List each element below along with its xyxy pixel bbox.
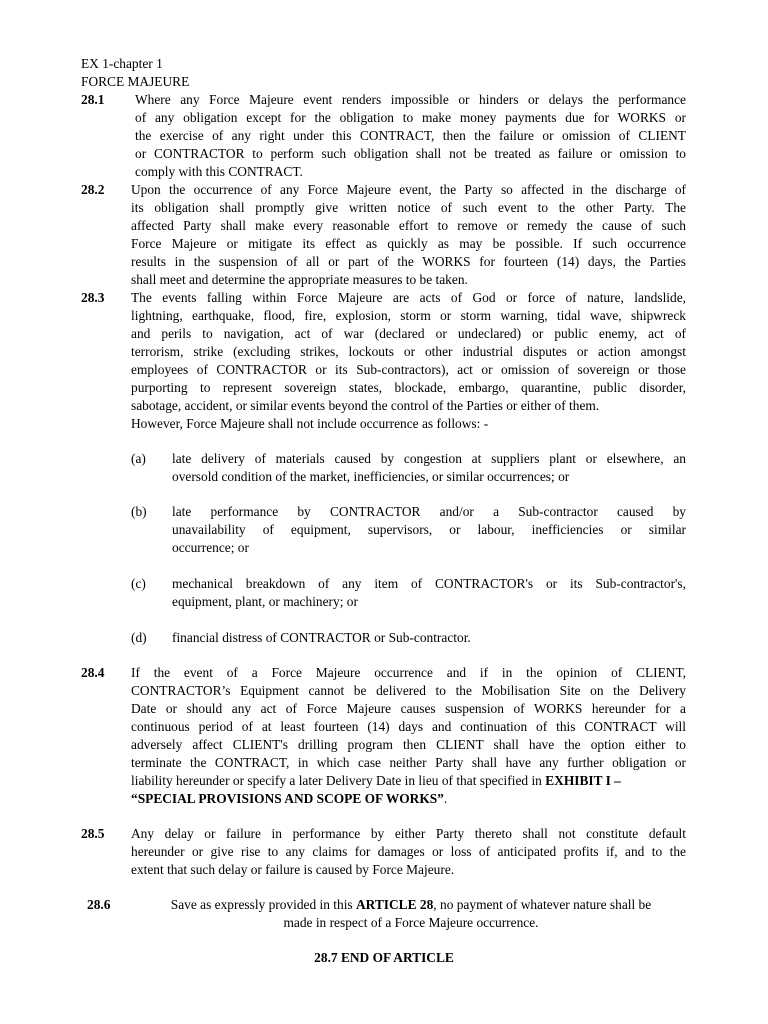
clause-line: Upon the occurrence of any Force Majeure event, the Party so affected in the discharge of — [131, 182, 686, 197]
clause-line: its obligation shall promptly give written notice of such event to the other Party. The — [131, 200, 686, 215]
article-reference: ARTICLE 28 — [356, 897, 434, 912]
item-d-text — [172, 629, 686, 647]
clause-line: affected Party shall make every reasonable effort to remove or remedy the cause of such — [131, 218, 686, 233]
clause-line: results in the suspension of all or part of the WORKS for fourteen (14) days, the Parties — [131, 254, 686, 269]
clause-line: hereunder or give rise to any claims for damages or loss of anticipated profits if, and to the — [131, 844, 686, 859]
clause-number-28-1: 28.1 — [81, 92, 105, 107]
clause-line: Date or should any act of Force Majeure causes suspension of WORKS hereunder for a — [131, 701, 686, 716]
clause-number-28-2: 28.2 — [81, 182, 105, 197]
clause-line: CONTRACTOR’s Equipment cannot be delivered to the Mobilisation Site on the Delivery — [131, 683, 686, 698]
clause-number-28-5: 28.5 — [81, 826, 105, 841]
clause-number-28-3: 28.3 — [81, 290, 105, 305]
exhibit-reference: EXHIBIT I – — [545, 773, 621, 788]
item-line: unavailability of equipment, supervisors, or labour, inefficiencies or similar — [172, 522, 686, 537]
clause-line: purporting to represent sovereign states, blockade, embargo, quarantine, public disorder, — [131, 380, 686, 395]
clause-line: or CONTRACTOR to perform such obligation shall not be treated as failure or omission to — [135, 146, 686, 161]
clause-28-5-text — [131, 825, 686, 879]
clause-line: the exercise of any right under this CONTRACT, then the failure or omission of CLIENT — [135, 128, 686, 143]
article-title: FORCE MAJEURE — [81, 74, 190, 89]
header-reference: EX 1-chapter 1 — [81, 56, 163, 71]
clause-line: sabotage, accident, or similar events beyond the control of the Parties or either of them. — [131, 398, 600, 413]
item-line: late performance by CONTRACTOR and/or a Sub-contractor caused by — [172, 504, 686, 519]
item-a-text — [172, 450, 686, 486]
clause-line: lightning, earthquake, flood, fire, explosion, storm or storm warning, tidal wave, shipwreck — [131, 308, 686, 323]
item-b-text — [172, 503, 686, 557]
item-c-text — [172, 575, 686, 611]
clause-line: comply with this CONTRACT. — [135, 164, 303, 179]
item-label-c: (c) — [131, 576, 146, 591]
clause-text: . — [443, 791, 448, 806]
clause-line: However, Force Majeure shall not include occurrence as follows: - — [131, 416, 489, 431]
clause-number-28-6: 28.6 — [87, 897, 111, 912]
clause-line: of any obligation except for the obligation to make money payments due for WORKS or — [135, 110, 686, 125]
clause-number-28-4: 28.4 — [81, 665, 105, 680]
end-of-article: 28.7 END OF ARTICLE — [314, 950, 454, 965]
clause-line: The events falling within Force Majeure are acts of God or force of nature, landslide, — [131, 290, 686, 305]
clause-28-3-text — [131, 289, 686, 433]
clause-line: made in respect of a Force Majeure occurrence. — [283, 915, 539, 930]
clause-line: extent that such delay or failure is caused by Force Majeure. — [131, 862, 455, 877]
clause-line: Where any Force Majeure event renders impossible or hinders or delays the performance — [135, 92, 686, 107]
item-line: equipment, plant, or machinery; or — [172, 594, 358, 609]
clause-line: terminate the CONTRACT, in which case neither Party shall have any further obligation or — [131, 755, 686, 770]
clause-28-4-text — [131, 664, 686, 808]
clause-line: adversely affect CLIENT's drilling program then CLIENT shall have the option either to — [131, 737, 686, 752]
clause-line: and perils to navigation, act of war (declared or undeclared) or public enemy, act of — [131, 326, 686, 341]
item-line: occurrence; or — [172, 540, 249, 555]
item-label-b: (b) — [131, 504, 147, 519]
clause-line: shall meet and determine the appropriate measures to be taken. — [131, 272, 468, 287]
clause-text: Save as expressly provided in this — [170, 897, 356, 912]
item-label-d: (d) — [131, 630, 147, 645]
clause-text: liability hereunder or specify a later Delivery Date in lieu of that specified in — [131, 773, 546, 788]
exhibit-title: “SPECIAL PROVISIONS AND SCOPE OF WORKS” — [131, 791, 444, 806]
clause-line: Any delay or failure in performance by either Party thereto shall not constitute default — [131, 826, 686, 841]
document-header — [81, 55, 189, 91]
clause-text: , no payment of whatever nature shall be — [433, 897, 652, 912]
clause-line: terrorism, strike (excluding strikes, lockouts or other industrial disputes or action amongst — [131, 344, 686, 359]
item-line: financial distress of CONTRACTOR or Sub-contractor. — [172, 630, 471, 645]
clause-line: If the event of a Force Majeure occurrence and if in the opinion of CLIENT, — [131, 665, 686, 680]
item-line: oversold condition of the market, inefficiencies, or similar occurrences; or — [172, 469, 570, 484]
clause-28-1-text — [135, 91, 686, 181]
item-label-a: (a) — [131, 451, 146, 466]
clause-line — [131, 772, 686, 790]
clause-line — [131, 790, 686, 808]
item-line: mechanical breakdown of any item of CONTRACTOR's or its Sub-contractor's, — [172, 576, 686, 591]
item-line: late delivery of materials caused by congestion at suppliers plant or elsewhere, an — [172, 451, 686, 466]
clause-line: Force Majeure or mitigate its effect as quickly as may be possible. If such occurrence — [131, 236, 686, 251]
clause-28-6-text — [140, 896, 682, 932]
clause-line — [140, 896, 682, 914]
clause-line: continuous period of at least fourteen (14) days and continuation of this CONTRACT will — [131, 719, 686, 734]
clause-28-2-text — [131, 181, 686, 289]
clause-line: employees of CONTRACTOR or its Sub-contractors), act or omission of sovereign or those — [131, 362, 686, 377]
